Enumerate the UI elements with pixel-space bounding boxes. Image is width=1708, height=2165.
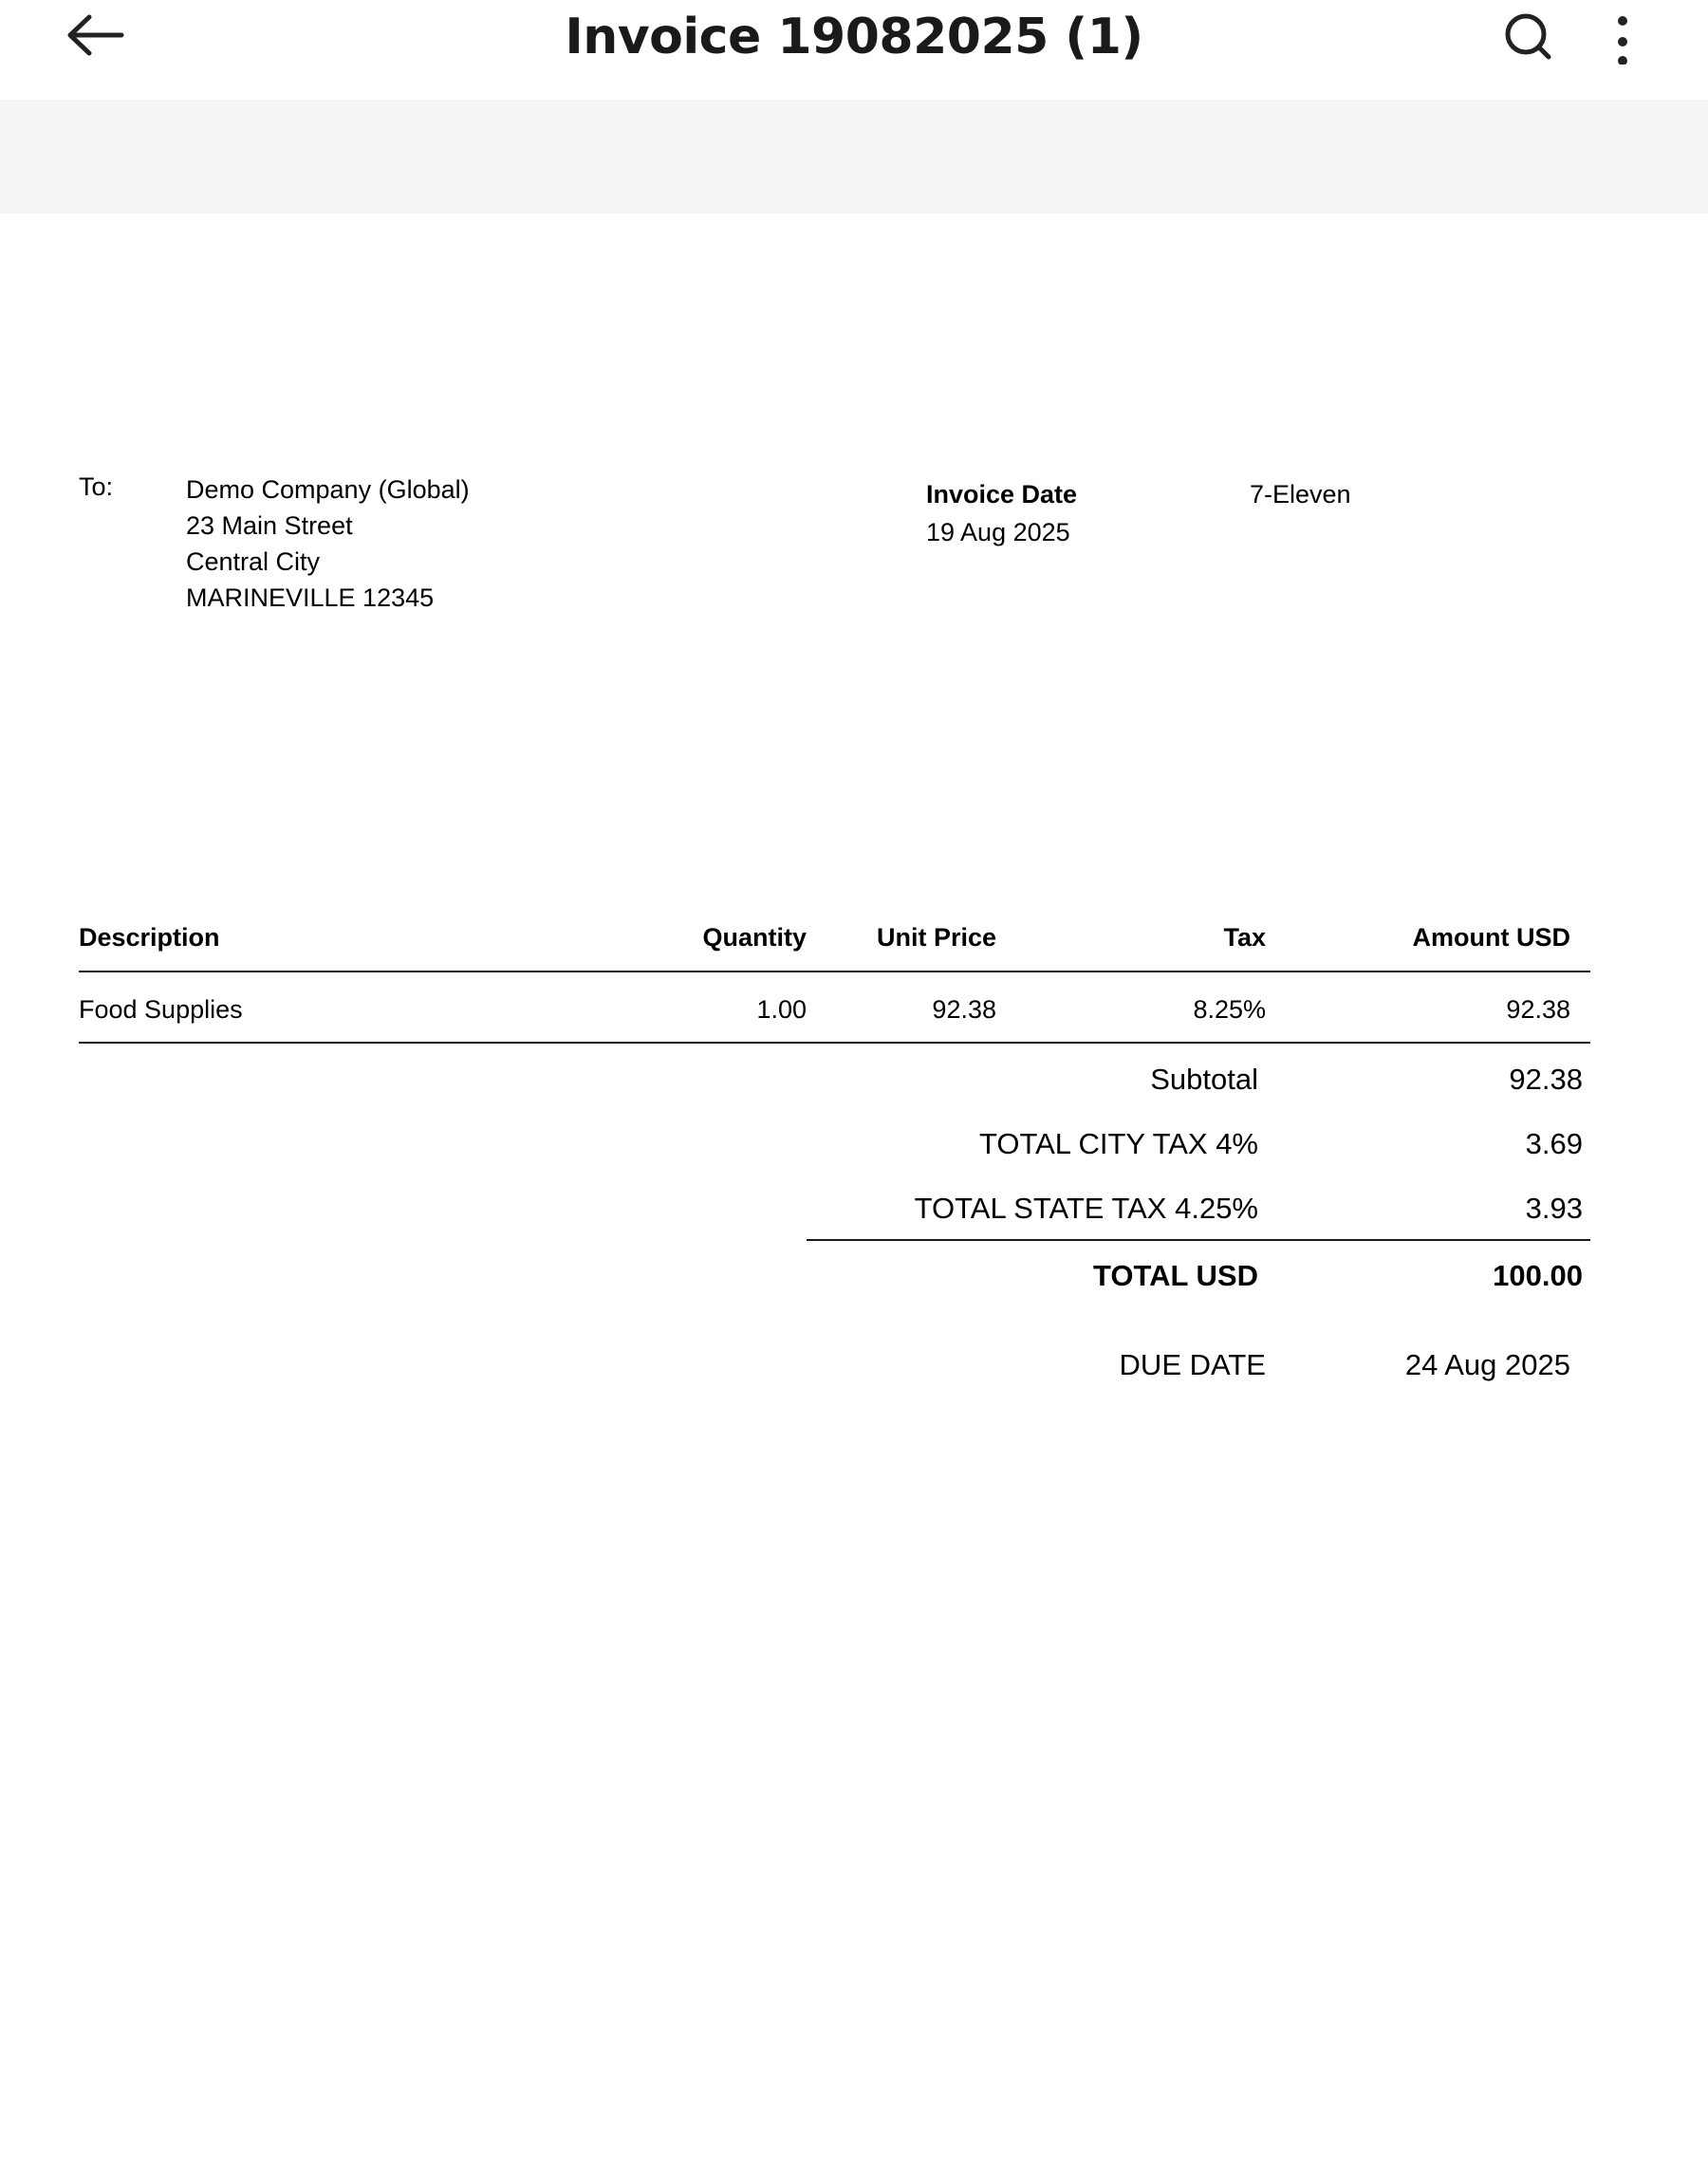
header-tax: Tax xyxy=(1223,923,1266,952)
invoice-date-label: Invoice Date xyxy=(926,480,1078,509)
to-label: To: xyxy=(79,472,114,501)
totals-divider xyxy=(807,1239,1590,1241)
state-tax-value: 3.93 xyxy=(1525,1192,1583,1225)
city-tax-value: 3.69 xyxy=(1525,1127,1583,1160)
more-vertical-icon xyxy=(1604,8,1642,65)
row-divider xyxy=(79,1042,1590,1044)
recipient-name: Demo Company (Global) xyxy=(186,475,470,504)
more-options-button[interactable] xyxy=(1604,8,1642,65)
recipient-region: MARINEVILLE 12345 xyxy=(186,583,435,612)
header-quantity: Quantity xyxy=(702,923,807,952)
header-divider xyxy=(79,971,1590,972)
recipient-city: Central City xyxy=(186,547,321,576)
row-description: Food Supplies xyxy=(79,995,243,1024)
page-title: Invoice 19082025 (1) xyxy=(565,9,1143,65)
row-amount: 92.38 xyxy=(1506,995,1570,1024)
city-tax-label: TOTAL CITY TAX 4% xyxy=(978,1127,1258,1160)
due-date-value: 24 Aug 2025 xyxy=(1404,1348,1570,1381)
app-bar xyxy=(0,0,1708,100)
recipient-street: 23 Main Street xyxy=(186,511,353,540)
row-unit-price: 92.38 xyxy=(932,995,996,1024)
invoice-date-value: 19 Aug 2025 xyxy=(926,518,1070,546)
search-icon xyxy=(1494,8,1561,65)
due-date-label: DUE DATE xyxy=(1119,1348,1266,1381)
toolbar-spacer xyxy=(0,100,1708,213)
header-amount: Amount USD xyxy=(1412,923,1570,952)
subtotal-label: Subtotal xyxy=(1150,1063,1258,1096)
vendor-name: 7-Eleven xyxy=(1250,480,1351,509)
total-value: 100.00 xyxy=(1493,1259,1583,1292)
subtotal-value: 92.38 xyxy=(1509,1063,1583,1096)
row-tax: 8.25% xyxy=(1193,995,1266,1024)
search-button[interactable] xyxy=(1494,8,1561,65)
state-tax-label: TOTAL STATE TAX 4.25% xyxy=(914,1192,1258,1225)
row-quantity: 1.00 xyxy=(756,995,807,1024)
total-label: TOTAL USD xyxy=(1093,1259,1258,1292)
header-description: Description xyxy=(79,923,220,952)
header-unit-price: Unit Price xyxy=(876,923,996,952)
